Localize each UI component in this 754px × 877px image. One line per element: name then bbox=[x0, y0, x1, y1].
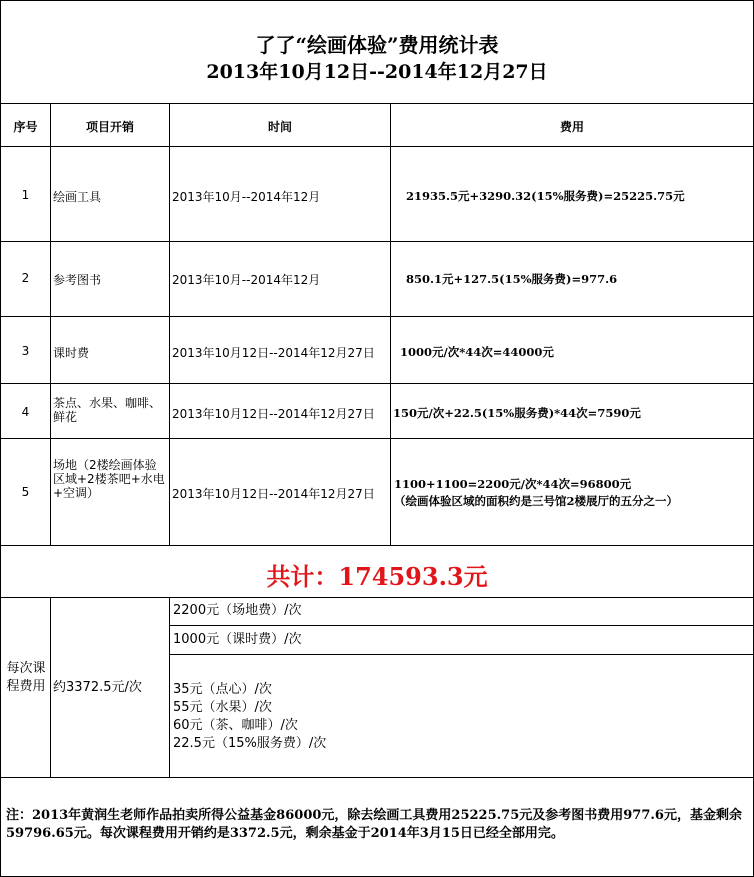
lesson-item: 60元（茶、咖啡）/次 bbox=[173, 718, 298, 733]
row-time: 2013年10月--2014年12月 bbox=[172, 273, 321, 287]
row-item: 课时费 bbox=[53, 346, 90, 360]
row-index: 4 bbox=[21, 405, 30, 419]
row-time: 2013年10月12日--2014年12月27日 bbox=[172, 346, 375, 360]
sheet-date-range: 2013年10月12日--2014年12月27日 bbox=[206, 61, 548, 83]
footnote: 注：2013年黄润生老师作品拍卖所得公益基金86000元，除去绘画工具费用25225.75元及参考图书费用977.6元，基金剩余59796.65元。每次课程费用开销约是3372.5元，剩余基金于2014年3月15日已经全部用完。 bbox=[6, 808, 742, 841]
lesson-amount: 约3372.5元/次 bbox=[53, 680, 142, 695]
row-fee: 1100+1100=2200元/次*44次=96800元 bbox=[394, 477, 632, 491]
row-index: 5 bbox=[21, 485, 30, 499]
lesson-item: 55元（水果）/次 bbox=[173, 700, 272, 715]
lesson-item: 35元（点心）/次 bbox=[173, 682, 272, 697]
sheet-title: 了了“绘画体验”费用统计表 bbox=[255, 33, 499, 57]
row-fee: 150元/次+22.5(15%服务费)*44次=7590元 bbox=[393, 406, 641, 420]
row-fee-note: （绘画体验区域的面积约是三号馆2楼展厅的五分之一） bbox=[394, 494, 678, 508]
row-fee: 21935.5元+3290.32(15%服务费)=25225.75元 bbox=[406, 189, 685, 203]
header-index: 序号 bbox=[13, 120, 38, 134]
row-time: 2013年10月12日--2014年12月27日 bbox=[172, 407, 375, 421]
lesson-label: 每次课程费用 bbox=[6, 661, 46, 694]
lesson-venue-fee: 2200元（场地费）/次 bbox=[173, 603, 302, 618]
row-item: 绘画工具 bbox=[53, 190, 102, 204]
row-item: 参考图书 bbox=[53, 273, 102, 287]
row-time: 2013年10月--2014年12月 bbox=[172, 190, 321, 204]
header-item: 项目开销 bbox=[85, 120, 134, 134]
grand-total: 共计：174593.3元 bbox=[266, 562, 488, 591]
row-item: 场地（2楼绘画体验区域+2楼茶吧+水电+空调） bbox=[53, 458, 165, 500]
row-index: 3 bbox=[21, 344, 30, 358]
lesson-item: 22.5元（15%服务费）/次 bbox=[173, 736, 327, 751]
header-fee: 费用 bbox=[559, 120, 584, 134]
row-fee: 850.1元+127.5(15%服务费)=977.6 bbox=[406, 272, 618, 286]
row-fee-cell bbox=[390, 438, 754, 546]
header-time: 时间 bbox=[267, 120, 292, 134]
row-time: 2013年10月12日--2014年12月27日 bbox=[172, 487, 375, 501]
row-index: 1 bbox=[21, 188, 30, 202]
row-item: 茶点、水果、咖啡、鲜花 bbox=[53, 396, 162, 424]
row-fee: 1000元/次*44次=44000元 bbox=[400, 345, 554, 359]
lesson-class-fee: 1000元（课时费）/次 bbox=[173, 632, 302, 647]
row-index: 2 bbox=[21, 271, 30, 285]
